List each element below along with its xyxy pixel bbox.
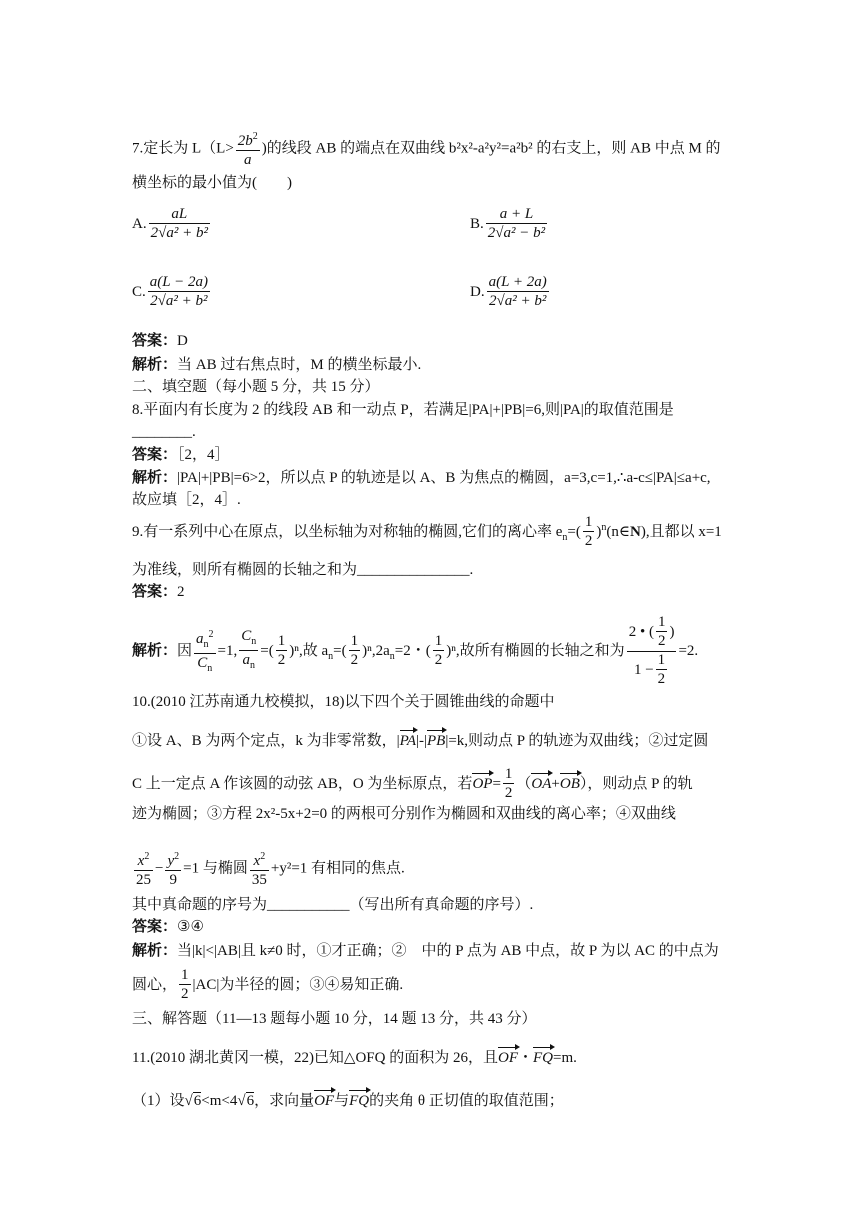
q7-analysis bbox=[132, 356, 421, 374]
q8-answer bbox=[132, 446, 230, 464]
q9-big-den: 1 − bbox=[633, 661, 654, 678]
q9-half bbox=[276, 633, 288, 670]
q11-line2 bbox=[132, 1090, 564, 1110]
q8-analysis-2: 故应填［2，4］. bbox=[132, 492, 241, 508]
q10-half bbox=[179, 967, 191, 1004]
q7-opt-b-den: 2√a² − b² bbox=[487, 225, 546, 241]
analysis-text: |PA|+|PB|=6>2，所以点 P 的轨迹是以 A、B 为焦点的椭圆，a=3,c=1,∴a-c≤|PA|≤a+c, bbox=[177, 470, 711, 486]
q10-l3-c: （ bbox=[516, 775, 532, 792]
q10-l2-b: |-| bbox=[416, 733, 428, 749]
q10-an2-b: |AC|为半径的圆；③④易知正确. bbox=[192, 977, 404, 993]
q9-an-i: =2. bbox=[678, 642, 699, 659]
q7-prefix: 7.定长为 L（L> bbox=[132, 140, 234, 157]
analysis-label: 解析： bbox=[132, 357, 178, 373]
answer-value: ［2，4］ bbox=[177, 447, 230, 463]
q9-sup: 2 bbox=[208, 628, 214, 640]
q11-dot: ・ bbox=[517, 1050, 533, 1066]
q9-line1 bbox=[132, 514, 722, 551]
q9-an-e: =( bbox=[333, 642, 347, 659]
q9-var-a: a bbox=[242, 652, 250, 668]
analysis-text: 当 AB 过右焦点时，M 的横坐标最小. bbox=[177, 357, 422, 373]
q10-minus: − bbox=[155, 860, 164, 877]
q7-line1 bbox=[132, 128, 721, 170]
q9-half-den: 2 bbox=[350, 652, 359, 668]
q7-opt-a-num: aL bbox=[171, 206, 188, 222]
q10-line2 bbox=[132, 730, 708, 750]
q9-big-num: 2 • ( bbox=[628, 623, 654, 640]
q7-frac-sup: 2 bbox=[252, 131, 258, 142]
vector-fq: FQ bbox=[349, 1090, 369, 1110]
q8-line1: 8.平面内有长度为 2 的线段 AB 和一动点 P，若满足|PA|+|PB|=6,则|PA|的取值范围是 bbox=[132, 402, 674, 418]
q9-big-close: ) bbox=[669, 623, 675, 640]
q10-35: 35 bbox=[251, 872, 267, 888]
q10-answer bbox=[132, 918, 204, 936]
q11-line1 bbox=[132, 1047, 577, 1067]
q9-an-f: )ⁿ,2a bbox=[362, 642, 390, 659]
q7-option-a bbox=[132, 206, 212, 243]
q9-half-den: 2 bbox=[657, 633, 666, 649]
q9-half-den: 2 bbox=[584, 533, 593, 549]
q9-sub: n bbox=[203, 638, 209, 650]
q9-half bbox=[656, 652, 668, 689]
q11-l2-d: 与 bbox=[334, 1093, 350, 1109]
q9-text-b: =( bbox=[567, 523, 581, 540]
q9-answer bbox=[132, 583, 185, 601]
q7-option-c bbox=[132, 274, 212, 311]
q7-opt-d-frac bbox=[487, 274, 549, 311]
q10-line1: 10.(2010 江苏南通九校模拟，18)以下四个关于圆锥曲线的命题中 bbox=[132, 694, 555, 710]
vector-oa: OA bbox=[531, 773, 551, 793]
q9-sub: n bbox=[328, 650, 334, 662]
q9-text-c: ) bbox=[596, 523, 602, 540]
q10-l5-a: =1 与椭圆 bbox=[183, 860, 248, 877]
q10-half bbox=[503, 766, 515, 803]
q10-l5-b: +y²=1 有相同的焦点. bbox=[270, 860, 405, 877]
q7-option-b bbox=[470, 206, 549, 243]
q9-half-den: 2 bbox=[277, 652, 286, 668]
q10-line6: 其中真命题的序号为___________（写出所有真命题的序号）. bbox=[132, 897, 534, 913]
q7-opt-c-frac bbox=[148, 274, 210, 311]
analysis-label: 解析： bbox=[132, 943, 178, 959]
q11-l2-b: <m<4 bbox=[201, 1093, 238, 1109]
answer-value: 2 bbox=[177, 584, 185, 600]
q9-sup-n: n bbox=[601, 521, 607, 533]
answer-label: 答案： bbox=[132, 447, 178, 463]
q9-an-frac1 bbox=[194, 626, 216, 678]
q9-an-b: =1, bbox=[217, 642, 238, 659]
q10-sup: 2 bbox=[260, 851, 266, 862]
q11-sqrt-6: 6 bbox=[193, 1093, 202, 1109]
q9-line2: 为准线，则所有椭圆的长轴之和为_______________. bbox=[132, 562, 474, 578]
q11-sqrt-6b: 6 bbox=[246, 1093, 255, 1109]
q10-line4: 迹为椭圆；③方程 2x²-5x+2=0 的两根可分别作为椭圆和双曲线的离心率；④双曲线 bbox=[132, 806, 676, 822]
q10-half-num: 1 bbox=[181, 967, 189, 984]
q11-l2-a: （1）设 bbox=[132, 1093, 185, 1109]
q8-line2: ________. bbox=[132, 424, 196, 440]
q10-line5 bbox=[132, 848, 405, 890]
q10-half-den: 2 bbox=[181, 986, 189, 1003]
sqrt-sign: √ bbox=[184, 1093, 193, 1109]
vector-ob: OB bbox=[560, 773, 580, 793]
analysis-text: 当|k|<|AB|且 k≠0 时，①才正确；② 中的 P 点为 AB 中点，故 P 为以 AC 的中点为 bbox=[177, 943, 719, 959]
q10-x: x bbox=[253, 853, 261, 869]
vector-op: OP bbox=[472, 773, 492, 793]
q10-l2-a: ①设 A、B 为两个定点，k 为非零常数，| bbox=[132, 733, 400, 749]
answer-label: 答案： bbox=[132, 584, 178, 600]
q9-sum-frac bbox=[627, 614, 677, 689]
q7-suffix: )的线段 AB 的端点在双曲线 b²x²-a²y²=a²b² 的右支上，则 AB 中点 M 的 bbox=[261, 140, 721, 157]
answer-value: ③④ bbox=[177, 919, 204, 935]
section-2-heading: 二、填空题（每小题 5 分，共 15 分） bbox=[132, 379, 380, 395]
q10-x2-35 bbox=[250, 848, 269, 890]
q10-x: x bbox=[137, 853, 145, 869]
q11-l2-c: ，求向量 bbox=[254, 1093, 315, 1109]
q9-text-f: ),且都以 x=1 bbox=[640, 523, 722, 540]
analysis-label: 解析： bbox=[132, 470, 178, 486]
vector-pa: PA bbox=[400, 730, 416, 750]
q9-half-num: 1 bbox=[657, 652, 666, 668]
q9-half bbox=[349, 633, 361, 670]
answer-label: 答案： bbox=[132, 919, 178, 935]
q7-opt-a-den: 2√a² + b² bbox=[150, 225, 208, 241]
q9-sub-n: n bbox=[562, 531, 568, 543]
q10-l3-plus: + bbox=[551, 775, 560, 792]
q9-sub: n bbox=[251, 636, 257, 647]
q8-analysis-1 bbox=[132, 469, 711, 487]
q7-opt-d-label: D. bbox=[470, 283, 485, 300]
q10-an2-a: 圆心， bbox=[132, 977, 178, 993]
q9-an-h: )ⁿ,故所有椭圆的长轴之和为 bbox=[446, 642, 625, 659]
q9-sub: n bbox=[207, 662, 213, 674]
q9-half bbox=[583, 514, 595, 551]
sqrt-sign: √ bbox=[237, 1093, 246, 1109]
q10-l3-b: = bbox=[492, 775, 501, 792]
q9-an-frac2 bbox=[239, 628, 258, 675]
q10-analysis-1 bbox=[132, 942, 719, 960]
q7-option-d bbox=[470, 274, 551, 311]
q10-x2-25 bbox=[134, 848, 153, 890]
q10-sup: 2 bbox=[174, 851, 180, 862]
q9-half-den: 2 bbox=[434, 652, 443, 668]
q9-an-g: =2・( bbox=[394, 642, 431, 659]
q10-l3-d: ），则动点 P 的轨 bbox=[579, 775, 693, 792]
q7-opt-b-label: B. bbox=[470, 215, 484, 232]
q7-opt-c-label: C. bbox=[132, 283, 146, 300]
q9-half-num: 1 bbox=[434, 633, 443, 649]
q7-opt-d-num: a(L + 2a) bbox=[488, 274, 547, 290]
q9-half-num: 1 bbox=[277, 633, 286, 649]
q7-line2: 横坐标的最小值为( ) bbox=[132, 175, 292, 191]
q7-fraction bbox=[236, 128, 260, 170]
q9-an-a: 因 bbox=[177, 642, 193, 659]
q7-opt-c-num: a(L − 2a) bbox=[149, 274, 208, 290]
vector-fq: FQ bbox=[533, 1047, 553, 1067]
q9-text-d: (n∈ bbox=[606, 523, 630, 540]
q10-half-num: 1 bbox=[504, 766, 513, 782]
answer-value: D bbox=[177, 333, 188, 349]
q9-an-d: )ⁿ,故 a bbox=[289, 642, 329, 659]
q10-analysis-2 bbox=[132, 965, 403, 1005]
q9-half bbox=[433, 633, 445, 670]
q9-text-a: 9.有一系列中心在原点，以坐标轴为对称轴的椭圆,它们的离心率 e bbox=[132, 523, 563, 540]
q9-text-N: N bbox=[630, 523, 641, 540]
q7-frac-num: 2b bbox=[237, 133, 253, 149]
q11-l1-a: 11.(2010 湖北黄冈一模，22)已知△OFQ 的面积为 26，且 bbox=[132, 1050, 498, 1066]
section-3-heading: 三、解答题（11—13 题每小题 10 分，14 题 13 分，共 43 分） bbox=[132, 1011, 537, 1027]
q11-l2-e: 的夹角 θ 正切值的取值范围； bbox=[369, 1093, 564, 1109]
q9-var-c: C bbox=[241, 628, 252, 644]
q7-opt-a-label: A. bbox=[132, 215, 147, 232]
q10-25: 25 bbox=[136, 872, 151, 888]
q7-opt-b-num: a + L bbox=[499, 206, 534, 222]
q9-half-num: 1 bbox=[584, 514, 593, 530]
q10-sup: 2 bbox=[144, 851, 150, 862]
q7-frac-den: a bbox=[236, 150, 260, 170]
q9-analysis bbox=[132, 614, 698, 689]
q10-y: y bbox=[167, 853, 175, 869]
q7-opt-a-frac bbox=[149, 206, 210, 243]
vector-of: OF bbox=[314, 1090, 334, 1110]
analysis-label: 解析： bbox=[132, 642, 178, 659]
q7-opt-b-frac bbox=[486, 206, 547, 243]
q9-an-c: =( bbox=[260, 642, 274, 659]
q10-y2-9 bbox=[165, 848, 181, 890]
q10-half-den: 2 bbox=[504, 785, 513, 801]
answer-label: 答案： bbox=[132, 333, 178, 349]
q9-half-num: 1 bbox=[350, 633, 359, 649]
q9-half-den: 2 bbox=[657, 671, 666, 687]
q9-half-num: 1 bbox=[657, 614, 666, 630]
q7-opt-c-den: 2√a² + b² bbox=[148, 291, 210, 311]
vector-of: OF bbox=[498, 1047, 518, 1067]
vector-pb: PB bbox=[427, 730, 445, 750]
q9-var-c: C bbox=[197, 654, 208, 671]
q10-l2-c: |=k,则动点 P 的轨迹为双曲线；②过定圆 bbox=[445, 733, 709, 749]
q7-opt-d-den: 2√a² + b² bbox=[487, 291, 549, 311]
q9-var-a: a bbox=[196, 630, 204, 647]
q9-sub: n bbox=[250, 660, 255, 671]
q9-sub: n bbox=[389, 650, 395, 662]
q9-half bbox=[656, 614, 668, 651]
q10-9: 9 bbox=[165, 870, 181, 890]
q10-line3 bbox=[132, 766, 693, 803]
q10-l3-a: C 上一定点 A 作该圆的动弦 AB，O 为坐标原点，若 bbox=[132, 775, 473, 792]
q7-answer bbox=[132, 332, 188, 350]
q11-l1-b: =m. bbox=[553, 1050, 577, 1066]
